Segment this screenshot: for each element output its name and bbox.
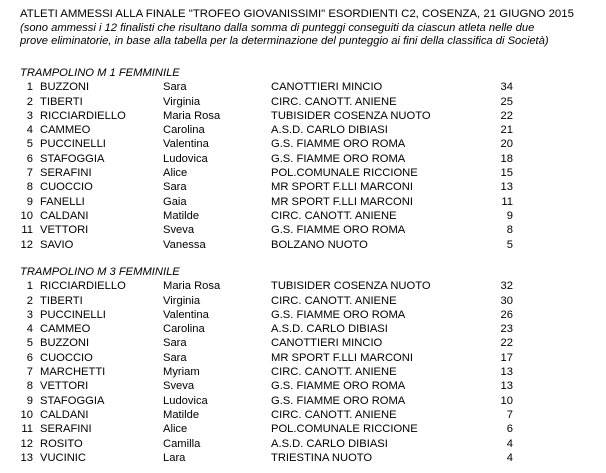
club-cell: G.S. FIAMME ORO ROMA (271, 308, 406, 321)
result-row (20, 123, 600, 137)
first-name-cell: Sveva (163, 380, 195, 393)
first-name-cell: Vanessa (163, 238, 206, 251)
result-row (20, 209, 600, 223)
rank-cell: 12 (20, 437, 33, 450)
first-name-cell: Sara (163, 337, 187, 350)
rank-cell: 11 (21, 423, 33, 436)
rank-cell: 4 (26, 124, 33, 137)
rank-cell: 3 (26, 109, 33, 122)
result-row (20, 308, 600, 322)
club-cell: MR SPORT F.LLI MARCONI (271, 195, 413, 208)
page-title: ATLETI AMMESSI ALLA FINALE "TROFEO GIOVANISSIMI" ESORDIENTI C2, COSENZA, 21 GIUGNO 2015 (20, 8, 574, 20)
first-name-cell: Sara (163, 181, 187, 194)
surname-cell: MARCHETTI (40, 366, 106, 379)
result-row (20, 109, 600, 123)
first-name-cell: Maria Rosa (163, 280, 221, 293)
rank-cell: 1 (26, 81, 33, 94)
first-name-cell: Gaia (163, 195, 187, 208)
surname-cell: SERAFINI (40, 167, 92, 180)
surname-cell: RICCIARDIELLO (40, 109, 126, 122)
rank-cell: 13 (20, 451, 33, 464)
rank-cell: 1 (26, 280, 33, 293)
score-cell: 13 (500, 366, 513, 379)
first-name-cell: Sara (163, 81, 187, 94)
rank-cell: 4 (26, 323, 33, 336)
club-cell: G.S. FIAMME ORO ROMA (271, 152, 406, 165)
club-cell: CIRC. CANOTT. ANIENE (271, 209, 397, 222)
result-row (20, 152, 600, 166)
first-name-cell: Myriam (163, 366, 200, 379)
surname-cell: BUZZONI (40, 81, 90, 94)
score-cell: 15 (500, 167, 513, 180)
club-cell: G.S. FIAMME ORO ROMA (271, 224, 406, 237)
admission-note-line-1: (sono ammessi i 12 finalisti che risultano dalla somma di punteggi conseguiti da ciascun atleta nelle due (20, 22, 535, 34)
first-name-cell: Matilde (163, 408, 200, 421)
result-row (20, 379, 600, 393)
score-cell: 22 (500, 337, 513, 350)
score-cell: 23 (500, 323, 513, 336)
surname-cell: CUOCCIO (40, 181, 93, 194)
first-name-cell: Alice (163, 167, 188, 180)
score-cell: 21 (500, 124, 513, 137)
result-row (20, 238, 600, 252)
surname-cell: TIBERTI (40, 95, 83, 108)
surname-cell: VUCINIC (40, 451, 86, 464)
score-cell: 9 (506, 209, 513, 222)
result-row (20, 137, 600, 151)
score-cell: 17 (500, 351, 513, 364)
surname-cell: SERAFINI (40, 423, 92, 436)
rank-cell: 6 (26, 152, 33, 165)
club-cell: CANOTTIERI MINCIO (271, 337, 383, 350)
result-row (20, 195, 600, 209)
score-cell: 30 (500, 294, 513, 307)
first-name-cell: Lara (163, 451, 186, 464)
surname-cell: PUCCINELLI (40, 308, 106, 321)
score-cell: 5 (506, 238, 513, 251)
admission-note (20, 22, 600, 48)
surname-cell: VETTORI (40, 224, 89, 237)
surname-cell: ROSITO (40, 437, 83, 450)
score-cell: 8 (506, 224, 513, 237)
score-cell: 4 (506, 437, 513, 450)
results-list (20, 279, 600, 465)
section-trampolino-m1 (20, 66, 600, 252)
result-row (20, 422, 600, 436)
rank-cell: 2 (26, 294, 33, 307)
rank-cell: 12 (20, 238, 33, 251)
score-cell: 6 (506, 423, 513, 436)
club-cell: G.S. FIAMME ORO ROMA (271, 380, 406, 393)
result-row (20, 166, 600, 180)
club-cell: A.S.D. CARLO DIBIASI (271, 323, 388, 336)
club-cell: A.S.D. CARLO DIBIASI (271, 124, 388, 137)
surname-cell: CAMMEO (40, 124, 91, 137)
club-cell: TUBISIDER COSENZA NUOTO (271, 280, 431, 293)
result-row (20, 279, 600, 293)
first-name-cell: Valentina (163, 138, 209, 151)
first-name-cell: Camilla (163, 437, 201, 450)
surname-cell: RICCIARDIELLO (40, 280, 126, 293)
rank-cell: 3 (26, 308, 33, 321)
score-cell: 13 (500, 181, 513, 194)
score-cell: 4 (506, 451, 513, 464)
surname-cell: CAMMEO (40, 323, 91, 336)
rank-cell: 10 (20, 408, 33, 421)
club-cell: A.S.D. CARLO DIBIASI (271, 437, 388, 450)
results-list (20, 80, 600, 252)
section-title: TRAMPOLINO M 1 FEMMINILE (20, 67, 180, 79)
rank-cell: 7 (26, 366, 33, 379)
score-cell: 20 (500, 138, 513, 151)
result-row (20, 80, 600, 94)
surname-cell: TIBERTI (40, 294, 83, 307)
result-row (20, 408, 600, 422)
result-row (20, 365, 600, 379)
first-name-cell: Matilde (163, 209, 200, 222)
surname-cell: STAFOGGIA (40, 152, 105, 165)
club-cell: CIRC. CANOTT. ANIENE (271, 95, 397, 108)
rank-cell: 7 (26, 167, 33, 180)
result-row (20, 451, 600, 465)
score-cell: 22 (500, 109, 513, 122)
surname-cell: SAVIO (40, 238, 74, 251)
admission-note-line-2: prove eliminatorie, in base alla tabella per la determinazione del punteggio ai fini della classifica di Società) (20, 35, 549, 47)
first-name-cell: Ludovica (163, 152, 208, 165)
rank-cell: 9 (26, 195, 33, 208)
club-cell: POL.COMUNALE RICCIONE (271, 167, 418, 180)
result-row (20, 394, 600, 408)
score-cell: 7 (506, 408, 513, 421)
rank-cell: 5 (26, 337, 33, 350)
result-row (20, 351, 600, 365)
surname-cell: FANELLI (40, 195, 85, 208)
club-cell: CANOTTIERI MINCIO (271, 81, 383, 94)
club-cell: MR SPORT F.LLI MARCONI (271, 351, 413, 364)
rank-cell: 6 (26, 351, 33, 364)
surname-cell: CALDANI (40, 209, 89, 222)
club-cell: TUBISIDER COSENZA NUOTO (271, 109, 431, 122)
club-cell: CIRC. CANOTT. ANIENE (271, 408, 397, 421)
result-row (20, 180, 600, 194)
surname-cell: PUCCINELLI (40, 138, 106, 151)
rank-cell: 11 (21, 224, 33, 237)
first-name-cell: Sveva (163, 224, 195, 237)
result-row (20, 294, 600, 308)
rank-cell: 8 (26, 380, 33, 393)
first-name-cell: Sara (163, 351, 187, 364)
rank-cell: 9 (26, 394, 33, 407)
result-row (20, 322, 600, 336)
rank-cell: 8 (26, 181, 33, 194)
first-name-cell: Carolina (163, 124, 205, 137)
surname-cell: STAFOGGIA (40, 394, 105, 407)
club-cell: CIRC. CANOTT. ANIENE (271, 294, 397, 307)
club-cell: BOLZANO NUOTO (271, 238, 368, 251)
rank-cell: 2 (26, 95, 33, 108)
surname-cell: BUZZONI (40, 337, 90, 350)
score-cell: 10 (500, 394, 513, 407)
section-trampolino-m3 (20, 265, 600, 465)
surname-cell: CUOCCIO (40, 351, 93, 364)
first-name-cell: Virginia (163, 294, 201, 307)
club-cell: G.S. FIAMME ORO ROMA (271, 138, 406, 151)
score-cell: 32 (500, 280, 513, 293)
section-title: TRAMPOLINO M 3 FEMMINILE (20, 266, 180, 278)
surname-cell: CALDANI (40, 408, 89, 421)
result-row (20, 336, 600, 350)
score-cell: 11 (501, 195, 513, 208)
first-name-cell: Maria Rosa (163, 109, 221, 122)
result-row (20, 437, 600, 451)
result-row (20, 95, 600, 109)
first-name-cell: Ludovica (163, 394, 208, 407)
club-cell: CIRC. CANOTT. ANIENE (271, 366, 397, 379)
club-cell: MR SPORT F.LLI MARCONI (271, 181, 413, 194)
club-cell: POL.COMUNALE RICCIONE (271, 423, 418, 436)
score-cell: 13 (500, 380, 513, 393)
score-cell: 25 (500, 95, 513, 108)
score-cell: 34 (500, 81, 513, 94)
score-cell: 26 (500, 308, 513, 321)
club-cell: G.S. FIAMME ORO ROMA (271, 394, 406, 407)
result-row (20, 223, 600, 237)
rank-cell: 10 (20, 209, 33, 222)
surname-cell: VETTORI (40, 380, 89, 393)
first-name-cell: Virginia (163, 95, 201, 108)
club-cell: TRIESTINA NUOTO (271, 451, 373, 464)
first-name-cell: Carolina (163, 323, 205, 336)
rank-cell: 5 (26, 138, 33, 151)
first-name-cell: Alice (163, 423, 188, 436)
first-name-cell: Valentina (163, 308, 209, 321)
score-cell: 18 (500, 152, 513, 165)
